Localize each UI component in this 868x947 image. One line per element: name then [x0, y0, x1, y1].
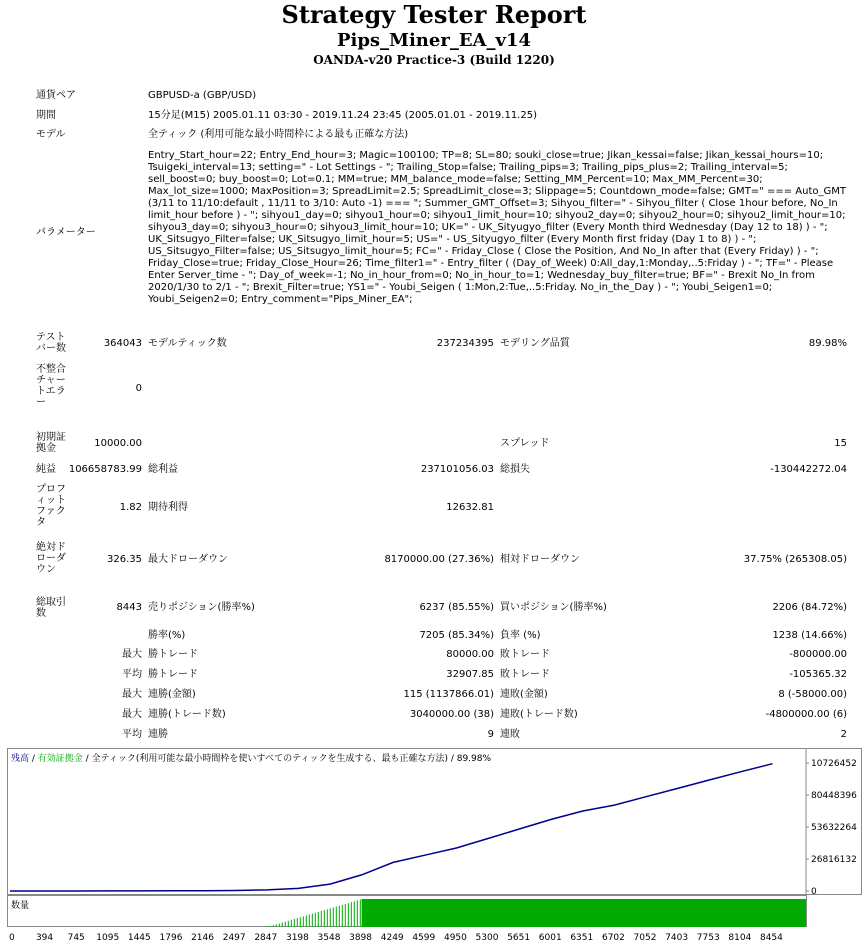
volume-bar [345, 904, 346, 927]
volume-bar [303, 916, 304, 927]
x-tick-label: 8104 [728, 933, 752, 943]
x-tick-label: 7753 [696, 933, 720, 943]
max-cons-trades-label: 最大 [122, 709, 142, 720]
x-tick-label: 0 [9, 933, 15, 943]
volume-bar [351, 902, 352, 927]
volume-bar [324, 910, 325, 927]
volume-bar [339, 906, 340, 927]
cons-loss-money-value: 8 (-58000.00) [778, 689, 847, 700]
x-tick-label: 394 [35, 933, 54, 943]
volume-bar [273, 925, 274, 927]
y-tick-label: 80448396 [811, 791, 857, 801]
short-label: 売りポジション(勝率%) [148, 602, 255, 613]
avg-trade-label: 平均 [122, 669, 142, 680]
volume-bar [333, 908, 334, 928]
loss-rate-value: 1238 (14.66%) [772, 630, 847, 641]
volume-label: 数量 [11, 901, 30, 911]
expected-label: 期待利得 [148, 502, 188, 513]
volume-bar [357, 900, 358, 927]
x-tick-label: 6001 [538, 933, 562, 943]
volume-bar [306, 916, 307, 928]
deposit-value: 10000.00 [94, 438, 142, 449]
volume-bar [348, 903, 349, 927]
avg-win-label: 勝トレード [148, 669, 198, 680]
deposit-label: 初期証拠金 [36, 432, 66, 454]
x-tick-label: 4599 [412, 933, 436, 943]
x-tick-label: 3548 [317, 933, 341, 943]
volume-bar [297, 918, 298, 927]
abs-dd-label: 絶対ドローダウン [36, 542, 66, 575]
net-value: 106658783.99 [68, 464, 142, 475]
chart-legend: 残高 / 有効証拠金 / 全ティック(利用可能な最小時間枠を使いすべてのティックを生成する、最も正確な方法) / 89.98% [11, 754, 492, 764]
volume-bar [312, 914, 313, 927]
long-label: 買いポジション(勝率%) [500, 602, 607, 613]
volume-bar [342, 905, 343, 927]
cons-loss-money-label: 連敗(金額) [500, 689, 548, 700]
x-tick-label: 4249 [380, 933, 404, 943]
volume-bar [315, 913, 316, 927]
max-trade-label: 最大 [122, 649, 142, 660]
x-tick-label: 6351 [570, 933, 594, 943]
max-loss-label: 敗トレード [500, 649, 550, 660]
volume-bar [360, 900, 361, 928]
y-tick-label: 10726452 [811, 759, 857, 769]
avg-loss-value: -105365.32 [789, 669, 847, 680]
trades-value: 8443 [116, 602, 142, 613]
quality-value: 89.98% [808, 338, 847, 349]
model-label: モデル [36, 129, 66, 140]
short-value: 6237 (85.55%) [419, 602, 494, 613]
cons-win-trades-label: 連勝(トレード数) [148, 709, 226, 720]
avg-cons-loss-label: 連敗 [500, 729, 520, 740]
x-tick-label: 1095 [96, 933, 120, 943]
avg-cons-loss-value: 2 [840, 729, 847, 740]
volume-bar [336, 907, 337, 927]
symbol-value: GBPUSD-a (GBP/USD) [148, 90, 257, 101]
legend-equity: 有効証拠金 [37, 754, 83, 764]
pf-label: プロフィットファクタ [36, 484, 66, 528]
cons-win-money-value: 115 (1137866.01) [403, 689, 494, 700]
avg-cons-win-value: 9 [487, 729, 494, 740]
max-dd-label: 最大ドローダウン [148, 554, 228, 565]
x-tick-label: 1445 [127, 933, 151, 943]
cons-loss-trades-value: -4800000.00 (6) [765, 709, 847, 720]
x-tick-label: 745 [67, 933, 85, 943]
rel-dd-label: 相対ドローダウン [500, 554, 580, 565]
volume-bar [282, 923, 283, 927]
gross-loss-value: -130442272.04 [770, 464, 847, 475]
volume-bar [270, 926, 271, 927]
ticks-label: モデルティック数 [148, 338, 227, 349]
spread-label: スプレッド [500, 438, 550, 449]
y-tick-label: 26816132 [811, 855, 857, 865]
avg-loss-label: 敗トレード [500, 669, 550, 680]
x-tick-label: 7052 [633, 933, 657, 943]
cons-win-money-label: 連勝(金額) [148, 689, 196, 700]
gross-loss-label: 総損失 [500, 464, 530, 475]
model-value: 全ティック (利用可能な最小時間枠による最も正確な方法) [148, 129, 409, 140]
volume-bar [300, 917, 301, 927]
gross-profit-value: 237101056.03 [420, 464, 494, 475]
y-tick-label: 0 [811, 887, 817, 896]
quality-label: モデリング品質 [500, 338, 570, 349]
x-tick-label: 2847 [254, 933, 278, 943]
trades-label: 総取引数 [36, 597, 66, 619]
net-label: 純益 [36, 464, 56, 475]
symbol-label: 通貨ペア [36, 90, 76, 101]
volume-bar [288, 921, 289, 927]
volume-bar [291, 920, 292, 927]
period-label: 期間 [36, 110, 56, 121]
volume-chart-svg [8, 896, 808, 928]
x-tick-label: 8454 [759, 933, 783, 943]
loss-rate-label: 負率 (%) [500, 630, 541, 641]
avg-cons-label: 平均 [122, 729, 142, 740]
x-tick-label: 2497 [222, 933, 246, 943]
balance-chart [7, 748, 862, 895]
ticks-value: 237234395 [436, 338, 494, 349]
abs-dd-value: 326.35 [107, 554, 142, 565]
balance-line [10, 764, 773, 891]
legend-quality: 89.98% [456, 754, 492, 764]
long-value: 2206 (84.72%) [772, 602, 847, 613]
rel-dd-value: 37.75% (265308.05) [743, 554, 847, 565]
params-label: パラメーター [36, 227, 96, 238]
cons-loss-trades-label: 連敗(トレード数) [500, 709, 578, 720]
x-axis [0, 930, 868, 944]
volume-bar [321, 911, 322, 927]
max-loss-value: -800000.00 [789, 649, 847, 660]
server-name: OANDA-v20 Practice-3 (Build 1220) [313, 53, 555, 67]
legend-model: 全ティック(利用可能な最小時間枠を使いすべてのティックを生成する、最も正確な方法) [91, 754, 448, 764]
x-tick-label: 7403 [665, 933, 689, 943]
avg-win-value: 32907.85 [446, 669, 494, 680]
volume-bar [279, 924, 280, 928]
volume-bar [285, 922, 286, 927]
volume-bar [267, 926, 268, 927]
period-value: 15分足(M15) 2005.01.11 03:30 - 2019.11.24 23:45 (2005.01.01 - 2019.11.25) [148, 110, 537, 121]
volume-block [362, 899, 806, 927]
legend-balance: 残高 [11, 754, 30, 764]
volume-bar [294, 919, 295, 927]
max-win-label: 勝トレード [148, 649, 198, 660]
max-dd-value: 8170000.00 (27.36%) [384, 554, 494, 565]
volume-bar [318, 912, 319, 927]
pf-value: 1.82 [119, 502, 142, 513]
y-tick-label: 53632264 [811, 823, 857, 833]
mismatch-value: 0 [135, 383, 142, 394]
max-cons-money-label: 最大 [122, 689, 142, 700]
win-rate-label: 勝率(%) [148, 630, 186, 641]
x-tick-label: 6702 [601, 933, 625, 943]
expected-value: 12632.81 [446, 502, 494, 513]
volume-bar [309, 915, 310, 927]
win-rate-value: 7205 (85.34%) [419, 630, 494, 641]
x-tick-label: 5300 [475, 933, 499, 943]
gross-profit-label: 総利益 [148, 464, 178, 475]
volume-bar [330, 908, 331, 927]
mismatch-label: 不整合チャートエラー [36, 364, 66, 408]
bars-value: 364043 [103, 338, 142, 349]
report-title: Strategy Tester Report [281, 0, 587, 29]
x-tick-label: 3898 [349, 933, 373, 943]
volume-bar [354, 901, 355, 927]
ea-name: Pips_Miner_EA_v14 [336, 30, 532, 51]
x-tick-label: 3198 [285, 933, 309, 943]
x-tick-label: 1796 [159, 933, 183, 943]
avg-cons-win-label: 連勝 [148, 729, 168, 740]
x-tick-label: 5651 [507, 933, 531, 943]
bars-label: テストバー数 [36, 332, 66, 354]
max-win-value: 80000.00 [446, 649, 494, 660]
volume-bar [327, 909, 328, 927]
volume-bar [276, 924, 277, 927]
spread-value: 15 [834, 438, 847, 449]
params-value: Entry_Start_hour=22; Entry_End_hour=3; Magic=100100; TP=8; SL=80; souki_close=true; Jikan_kessai=false; Jikan_kessai_hours=10; Tsuigeki_interval=13; setting=" - Lot Settings - "; Trailing_Stop=false; Trailing_pips=3; Trailing_pips_plus=2; Trailing_interval=5; sell_boost=0; buy_boost=0; Lot=0.1; MM=true; MM_balance_mode=false; Setting_MM_Percent=10; Max_MM_Percent=30; Max_lot_size=1000; MaxPosition=3; SpreadLimit=2.5; SpreadLimit_close=3; Slippage=5; Countdown_mode=false; GMT=" === Auto_GMT (3/11 to 11/10:default , 11/11 to 3/10: Auto -1) === "; Summer_GMT_Offset=3; Sihyou_filter=" - Sihyou_filter ( Close 1hour before, No_In limit_hour before ) - "; sihyou1_day=0; sihyou1_hour=0; sihyou1_limit_hour=10; sihyou2_day=0; sihyou2_hour=0; sihyou2_limit_hour=10; sihyou3_day=0; sihyou3_hour=0; sihyou3_limit_hour=10; UK=" - UK_Sityugyo_filter (Every Month third Wednesday (Day 12 to 18) ) - "; UK_Sitsugyo_Filter=false; UK_Sitsugyo_limit_hour=5; US=" - US_Sityugyo_filter (Every Month first friday (Day 1 to 8) ) - "; US_Sitsugyo_Filter=false; US_Sitsugyo_limit_hour=5; FC=" - Friday_Close ( Close the Position, And No_In after that (Every Friday) ) - "; Friday_Close=true; Friday_Close_Hour=26; Time_filter1=" - Entry_filter ( (Day_of_Week) 0:All_day,1:Monday,..5:Friday ) - "; TF=" - Please Enter Server_time - "; Day_of_week=-1; No_in_hour_from=0; No_in_hour_to=1; Wednesday_buy_filter=true; BF=" - Brexit No_In from 2020/1/30 to 2/1 - "; Brexit_Filter=true; YS1=" - Youbi_Seigen ( 1:Mon,2:Tue,..5:Friday. No_in_the_Day ) - "; Youbi_Seigen1=0; Youbi_Seigen2=0; Entry_comment="Pips_Miner_EA"; [148, 150, 846, 305]
volume-chart [7, 895, 807, 927]
cons-win-trades-value: 3040000.00 (38) [409, 709, 494, 720]
x-tick-label: 4950 [443, 933, 467, 943]
balance-chart-svg [8, 749, 863, 896]
x-tick-label: 2146 [191, 933, 214, 943]
